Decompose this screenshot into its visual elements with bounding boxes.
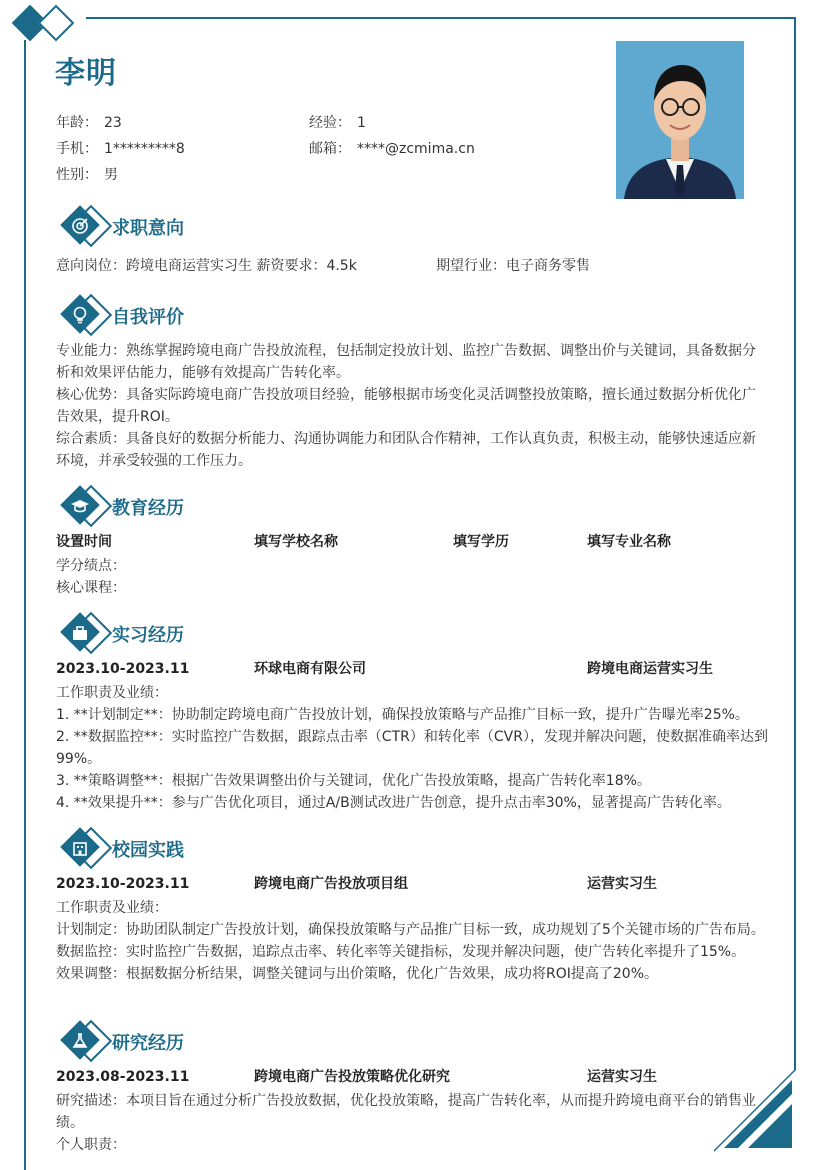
target-icon [66,212,94,240]
internship-row [56,658,768,680]
campus-role: 运营实习生 [587,876,657,892]
email-field [309,138,475,158]
internship-duties-label: 工作职责及业绩： [56,685,168,701]
research-duty-label: 个人职责： [56,1137,126,1153]
gender-field [56,164,118,184]
internship-company: 环球电商有限公司 [254,661,366,677]
section-title-education: 教育经历 [112,498,184,519]
intent-row [56,255,768,277]
internship-time: 2023.10-2023.11 [56,661,190,677]
education-major: 填写专业名称 [587,534,671,550]
experience-field [309,112,366,132]
campus-duty-1: 计划制定：协助团队制定广告投放计划，确保投放策略与产品推广目标一致，成功规划了5个关键市场的广告布局。 [56,922,765,938]
age-field [56,112,122,132]
age-label: 年龄： [56,115,98,131]
section-title-campus: 校园实践 [112,840,184,861]
section-title-intent: 求职意向 [112,218,184,239]
experience-value: 1 [357,115,366,131]
frame-left-line [24,40,26,1170]
self-eval-quality: 综合素质：具备良好的数据分析能力、沟通协调能力和团队合作精神，工作认真负责，积极主动，能够快速适应新环境，并承受较强的工作压力。 [56,431,756,469]
frame-top-line [86,17,796,19]
section-title-self-eval: 自我评价 [112,307,184,328]
gender-value: 男 [104,167,118,183]
section-title-internship: 实习经历 [112,625,184,646]
campus-time: 2023.10-2023.11 [56,876,190,892]
internship-duty-3: 3. **策略调整**：根据广告效果调整出价与关键词，优化广告投放策略，提高广告转化率18%。 [56,773,651,789]
graduation-cap-icon [66,492,94,520]
research-role: 运营实习生 [587,1069,657,1085]
email-label: 邮箱： [309,141,351,157]
research-time: 2023.08-2023.11 [56,1069,190,1085]
profile-photo [616,41,744,199]
campus-duties-label: 工作职责及业绩： [56,900,168,916]
gender-label: 性别： [56,167,98,183]
education-courses: 核心课程： [56,580,126,596]
research-description: 研究描述：本项目旨在通过分析广告投放数据，优化投放策略，提高广告转化率，从而提升跨境电商平台的销售业绩。 [56,1093,756,1131]
flask-icon [66,1027,94,1055]
briefcase-icon [66,619,94,647]
phone-value: 1*********8 [104,141,185,157]
education-row [56,531,768,553]
campus-duties [56,897,768,985]
campus-org: 跨境电商广告投放项目组 [254,876,408,892]
experience-label: 经验： [309,115,351,131]
campus-duty-3: 效果调整：根据数据分析结果，调整关键词与出价策略，优化广告效果，成功将ROI提高了20%。 [56,966,658,982]
research-project: 跨境电商广告投放策略优化研究 [254,1069,450,1085]
research-row [56,1066,768,1088]
frame-right-line [794,17,796,1077]
internship-duty-4: 4. **效果提升**：参与广告优化项目，通过A/B测试改进广告创意，提升点击率30%，显著提高广告转化率。 [56,795,731,811]
intent-line: 意向岗位：跨境电商运营实习生 薪资要求：4.5k [56,258,357,274]
phone-label: 手机： [56,141,98,157]
campus-row [56,873,768,895]
education-degree: 填写学历 [453,534,509,550]
corner-diamond-outline [38,5,75,42]
research-details [56,1090,756,1156]
education-time: 设置时间 [56,534,112,550]
education-school: 填写学校名称 [254,534,338,550]
candidate-name: 李明 [55,56,117,91]
internship-duties [56,682,768,814]
lightbulb-icon [66,301,94,329]
education-gpa: 学分绩点： [56,558,126,574]
phone-field [56,138,185,158]
internship-duty-1: 1. **计划制定**：协助制定跨境电商广告投放计划，确保投放策略与产品推广目标一致，提升广告曝光率25%。 [56,707,749,723]
self-eval-body [56,340,768,472]
age-value: 23 [104,115,122,131]
self-eval-professional: 专业能力：熟练掌握跨境电商广告投放流程，包括制定投放计划、监控广告数据、调整出价与关键词，具备数据分析和效果评估能力，能够有效提高广告转化率。 [56,343,756,381]
internship-duty-2: 2. **数据监控**：实时监控广告数据，跟踪点击率（CTR）和转化率（CVR），发现并解决问题，使数据准确率达到99%。 [56,729,768,767]
campus-duty-2: 数据监控：实时监控广告数据，追踪点击率、转化率等关键指标，发现并解决问题，使广告转化率提升了15%。 [56,944,746,960]
section-title-research: 研究经历 [112,1033,184,1054]
building-icon [66,834,94,862]
email-value: ****@zcmima.cn [357,141,475,157]
self-eval-strength: 核心优势：具备实际跨境电商广告投放项目经验，能够根据市场变化灵活调整投放策略，擅长通过数据分析优化广告效果，提升ROI。 [56,387,756,425]
intent-industry: 期望行业：电子商务零售 [436,258,590,274]
education-details [56,555,768,599]
internship-role: 跨境电商运营实习生 [587,661,713,677]
